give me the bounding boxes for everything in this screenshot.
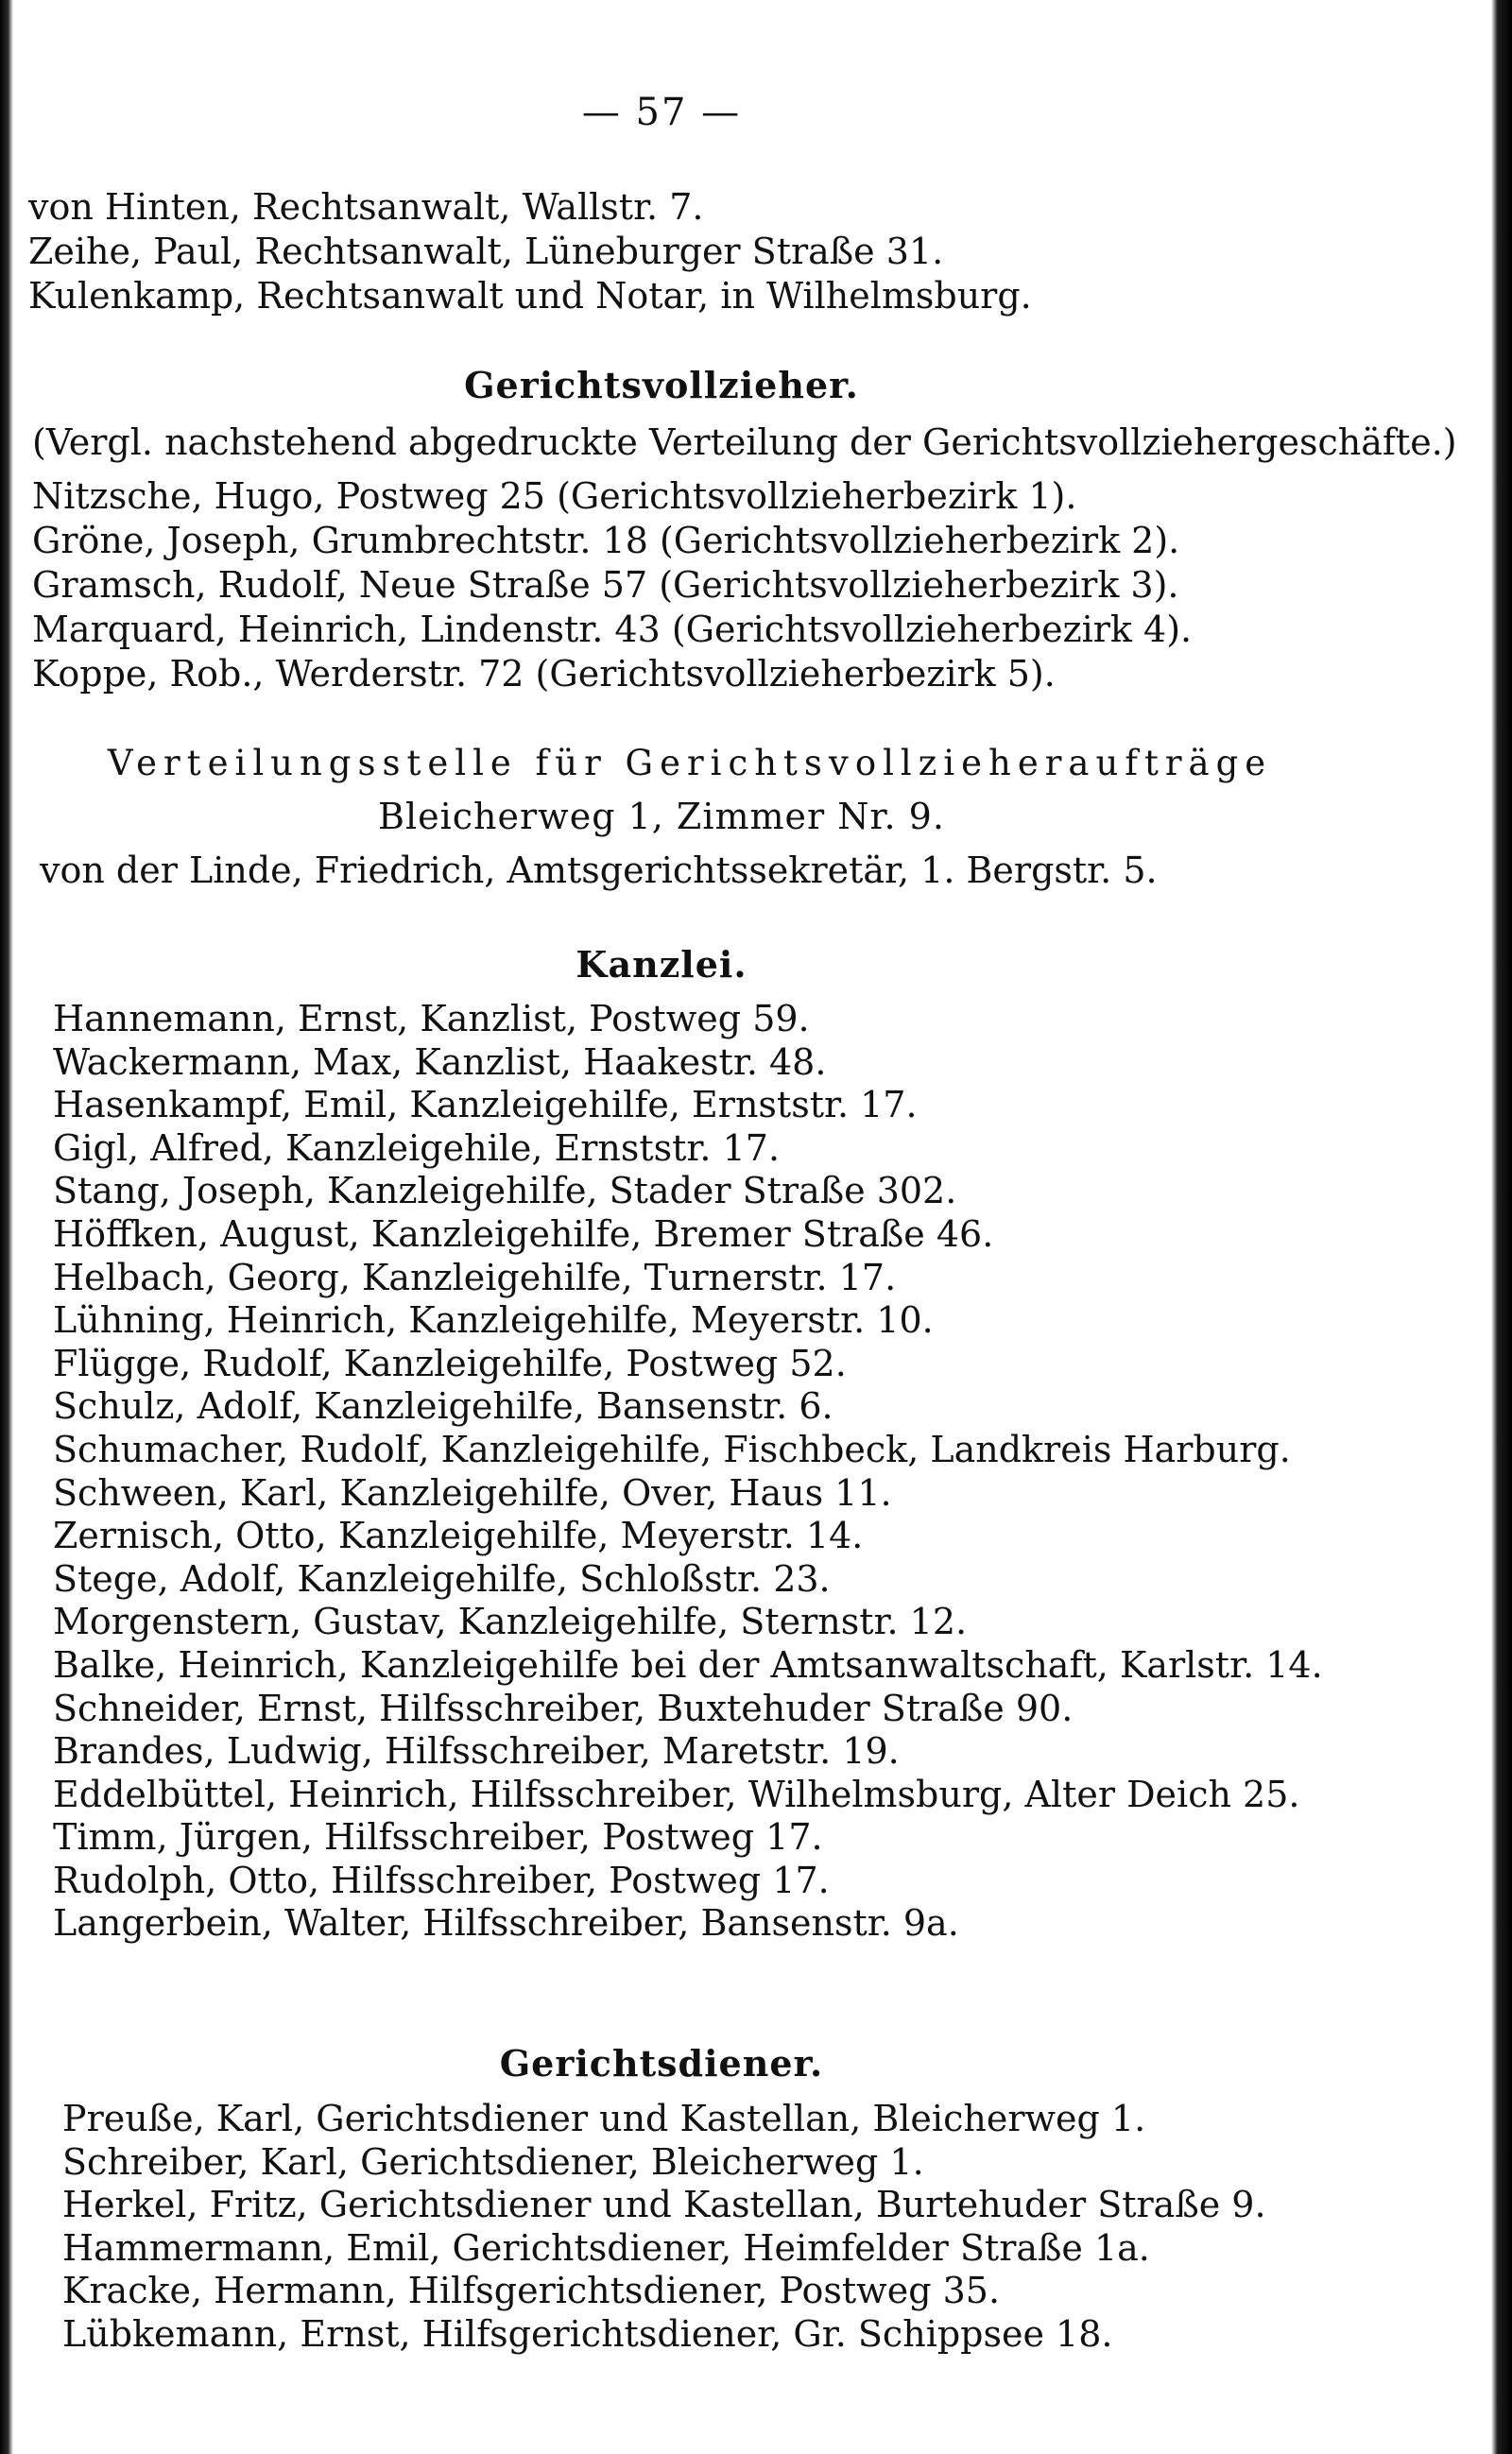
chancery-list [53,998,1512,1946]
list-item: Gigl, Alfred, Kanzleigehile, Ernststr. 17. [53,1126,781,1169]
list-item: von Hinten, Rechtsanwalt, Wallstr. 7. [28,186,704,228]
lawyer-list [28,185,1512,318]
list-item: Gramsch, Rudolf, Neue Straße 57 (Gerichtsvollzieherbezirk 3). [32,564,1179,606]
distribution-title: Verteilungsstelle für Gerichtsvollzieheraufträge [107,743,1273,783]
list-item: Wackermann, Max, Kanzlist, Haakestr. 48. [53,1040,827,1083]
list-item: Flügge, Rudolf, Kanzleigehilfe, Postweg 52. [53,1342,847,1384]
list-item: Schreiber, Karl, Gerichtsdiener, Bleicherweg 1. [62,2140,924,2183]
list-item: Schneider, Ernst, Hilfsschreiber, Buxtehuder Straße 90. [53,1687,1074,1729]
list-item: Herkel, Fritz, Gerichtsdiener und Kastellan, Burtehuder Straße 9. [62,2184,1266,2226]
distribution-address: Bleicherweg 1, Zimmer Nr. 9. [378,796,945,837]
list-item: Zeihe, Paul, Rechtsanwalt, Lüneburger Straße 31. [28,231,944,272]
list-item: Hammermann, Emil, Gerichtsdiener, Heimfelder Straße 1a. [62,2226,1150,2269]
list-item: Gröne, Joseph, Grumbrechtstr. 18 (Gerichtsvollzieherbezirk 2). [32,520,1180,561]
distribution-entry: von der Linde, Friedrich, Amtsgerichtssekretär, 1. Bergstr. 5. [40,849,1158,891]
list-item: Hasenkampf, Emil, Kanzleigehilfe, Ernststr. 17. [53,1084,918,1126]
list-item: Preuße, Karl, Gerichtsdiener und Kastellan, Bleicherweg 1. [62,2098,1146,2139]
list-item: Marquard, Heinrich, Lindenstr. 43 (Gerichtsvollzieherbezirk 4). [32,609,1193,650]
list-item: Morgenstern, Gustav, Kanzleigehilfe, Sternstr. 12. [53,1601,968,1643]
list-item: Stege, Adolf, Kanzleigehilfe, Schloßstr. 23. [53,1557,831,1600]
list-item: Balke, Heinrich, Kanzleigehilfe bei der Amtsanwaltschaft, Karlstr. 14. [53,1643,1323,1686]
list-item: Langerbein, Walter, Hilfsschreiber, Bansenstr. 9a. [53,1902,959,1945]
list-item: Kulenkamp, Rechtsanwalt und Notar, in Wilhelmsburg. [28,275,1032,317]
list-item: Schumacher, Rudolf, Kanzleigehilfe, Fischbeck, Landkreis Harburg. [53,1428,1291,1470]
list-item: Brandes, Ludwig, Hilfsschreiber, Maretstr. 19. [53,1730,900,1773]
page-number: — 57 — [581,91,742,134]
court-servant-list [62,2098,1512,2357]
bailiffs-note: (Vergl. nachstehend abgedruckte Verteilung der Gerichtsvollziehergeschäfte.) [32,421,1457,463]
list-item: Koppe, Rob., Werderstr. 72 (Gerichtsvollzieherbezirk 5). [32,653,1056,695]
list-item: Helbach, Georg, Kanzleigehilfe, Turnerstr. 17. [53,1256,897,1298]
section-heading-bailiffs: Gerichtsvollzieher. [464,364,859,406]
list-item: Rudolph, Otto, Hilfsschreiber, Postweg 17. [53,1859,830,1901]
list-item: Lübkemann, Ernst, Hilfsgerichtsdiener, Gr. Schippsee 18. [62,2312,1113,2355]
section-heading-court-servants: Gerichtsdiener. [499,2042,824,2085]
list-item: Zernisch, Otto, Kanzleigehilfe, Meyerstr. 14. [53,1515,864,1557]
list-item: Stang, Joseph, Kanzleigehilfe, Stader Straße 302. [53,1170,957,1212]
list-item: Nitzsche, Hugo, Postweg 25 (Gerichtsvollzieherbezirk 1). [32,475,1077,517]
list-item: Hannemann, Ernst, Kanzlist, Postweg 59. [53,998,810,1039]
list-item: Timm, Jürgen, Hilfsschreiber, Postweg 17. [53,1816,823,1859]
section-heading-chancery: Kanzlei. [576,943,747,986]
list-item: Höffken, August, Kanzleigehilfe, Bremer Straße 46. [53,1212,994,1255]
list-item: Schulz, Adolf, Kanzleigehilfe, Bansenstr. 6. [53,1385,833,1428]
bailiff-list [32,474,1512,696]
list-item: Lühning, Heinrich, Kanzleigehilfe, Meyerstr. 10. [53,1299,934,1342]
list-item: Eddelbüttel, Heinrich, Hilfsschreiber, Wilhelmsburg, Alter Deich 25. [53,1773,1300,1815]
list-item: Schween, Karl, Kanzleigehilfe, Over, Haus 11. [53,1471,892,1514]
list-item: Kracke, Hermann, Hilfsgerichtsdiener, Postweg 35. [62,2270,1001,2312]
